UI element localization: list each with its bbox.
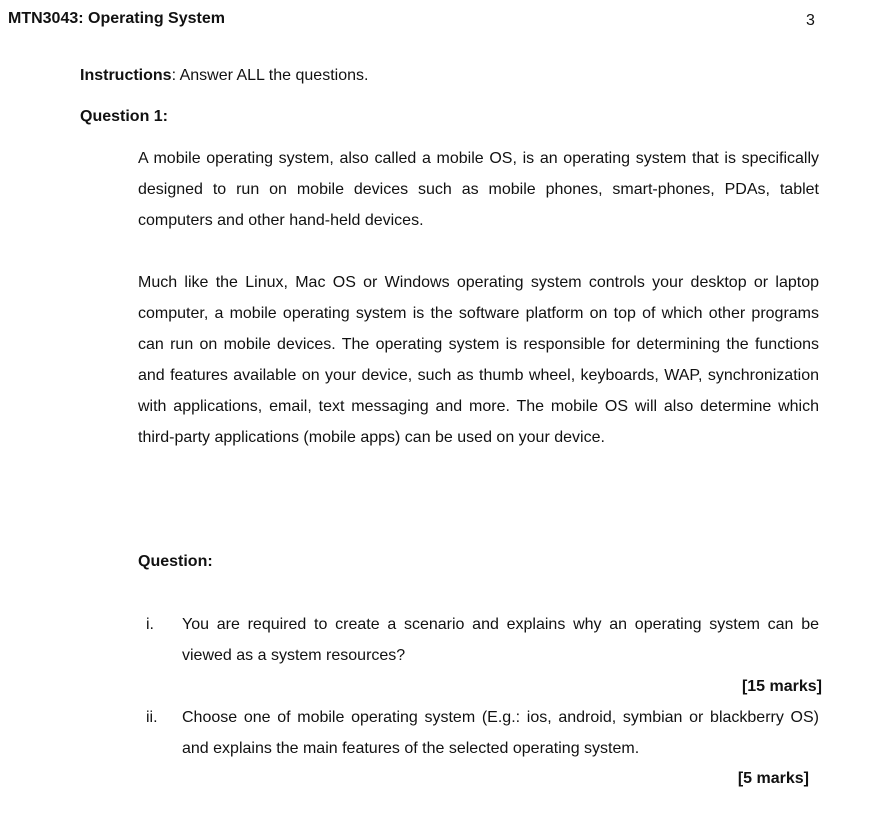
paragraph-2: Much like the Linux, Mac OS or Windows operating system controls your desktop or laptop computer, a mobile operating system is the software platform on top of which other programs can run on mobile devices. The operating system is responsible for determining the functions and features available on your device, such as thumb wheel, keyboards, WAP, synchronization with applications, email, text messaging and more. The mobile OS will also determine which third-party applications (mobile apps) can be used on your device. (138, 274, 819, 446)
item-number: i. (146, 616, 154, 633)
item-text: Choose one of mobile operating system (E.g.: ios, android, symbian or blackberry OS) and explains the main features of the selected operating system. (182, 709, 819, 757)
instructions-text: : Answer ALL the questions. (171, 67, 369, 84)
marks-label: [5 marks] (737, 770, 809, 787)
item-number: ii. (146, 709, 158, 726)
question-subheading: Question: (138, 553, 213, 570)
instructions-label: Instructions (80, 67, 172, 84)
paragraph-1: A mobile operating system, also called a mobile OS, is an operating system that is specifically designed to run on mobile devices such as mobile phones, smart-phones, PDAs, tablet computers and other hand-held devices. (138, 150, 819, 229)
question-heading: Question 1: (80, 108, 169, 125)
item-text: You are required to create a scenario and explains why an operating system can be viewed as a system resources? (182, 616, 819, 664)
page-number: 3 (806, 12, 815, 29)
course-title: MTN3043: Operating System (8, 10, 225, 27)
instructions (80, 67, 368, 85)
marks-label: [15 marks] (741, 678, 822, 695)
